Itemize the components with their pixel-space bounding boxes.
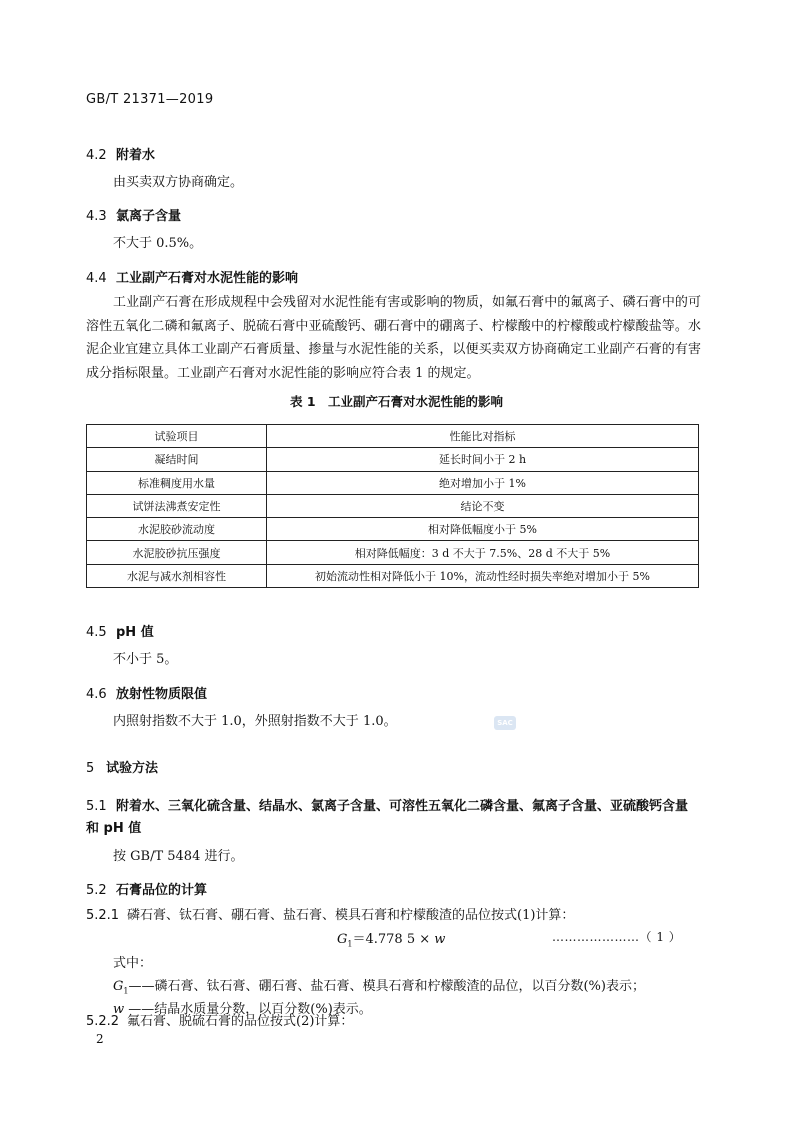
- section-4-6-text: 内照射指数不大于 1.0，外照射指数不大于 1.0。: [113, 714, 397, 729]
- heading-5-1: [86, 795, 688, 814]
- table-cell: 水泥胶砂流动度: [87, 518, 267, 541]
- clause-text: 磷石膏、钛石膏、硼石膏、盐石膏、模具石膏和柠檬酸渣的品位按式(1)计算：: [127, 908, 575, 923]
- section-number: 4.3: [86, 209, 107, 224]
- table-row: [87, 541, 699, 564]
- section-number: 5: [86, 761, 95, 776]
- standard-number: GB/T 21371—2019: [86, 92, 214, 107]
- table-cell: 水泥胶砂抗压强度: [87, 541, 267, 564]
- section-number: 5.2: [86, 883, 107, 898]
- section-title: 氯离子含量: [116, 209, 182, 224]
- table-cell: 标准稠度用水量: [87, 471, 267, 494]
- table-header-row: [87, 425, 699, 448]
- section-title: 工业副产石膏对水泥性能的影响: [116, 271, 299, 286]
- section-title: 试验方法: [106, 761, 159, 776]
- clause-number: 5.2.1: [86, 908, 120, 923]
- section-number: 4.2: [86, 148, 107, 163]
- formula-subscript: 1: [347, 939, 353, 949]
- table-row: [87, 471, 699, 494]
- formula-variable: w: [434, 932, 446, 947]
- heading-5: [86, 757, 158, 776]
- page-number: 2: [96, 1032, 104, 1046]
- table-cell: 初始流动性相对降低小于 10%，流动性经时损失率绝对增加小于 5%: [267, 564, 699, 587]
- section-5-1-text: 按 GB/T 5484 进行。: [113, 849, 244, 864]
- section-title: 石膏品位的计算: [116, 883, 208, 898]
- definition-subscript: 1: [123, 986, 129, 996]
- section-title: 放射性物质限值: [116, 687, 208, 702]
- table-cell: 试饼法沸煮安定性: [87, 494, 267, 517]
- header-cell: 性能比对指标: [267, 425, 699, 448]
- heading-5-1-continued: 和 pH 值: [86, 821, 142, 836]
- definition-text: ——结晶水质量分数，以百分数(%)表示。: [124, 1002, 372, 1017]
- section-title-line-1: 附着水、三氧化硫含量、结晶水、氯离子含量、可溶性五氧化二磷含量、氟离子含量、亚硫酸钙含量: [116, 799, 689, 814]
- table-cell: 相对降低幅度：3 d 不大于 7.5%、28 d 不大于 5%: [267, 541, 699, 564]
- definition-text: ——磷石膏、钛石膏、硼石膏、盐石膏、模具石膏和柠檬酸渣的品位，以百分数(%)表示；: [128, 979, 645, 994]
- clause-5-2-1: [86, 904, 574, 928]
- table-cell: 相对降低幅度小于 5%: [267, 518, 699, 541]
- table-row: [87, 494, 699, 517]
- clause-text: 氟石膏、脱硫石膏的品位按式(2)计算：: [127, 1014, 354, 1029]
- heading-4-4: [86, 267, 298, 286]
- table-cell: 结论不变: [267, 494, 699, 517]
- heading-4-5: [86, 621, 154, 640]
- section-number: 4.6: [86, 687, 107, 702]
- definition-symbol: G: [113, 979, 124, 994]
- section-4-4-paragraph: 工业副产石膏在形成规程中会残留对水泥性能有害或影响的物质，如氟石膏中的氟离子、磷石膏中的可溶性五氧化二磷和氟离子、脱硫石膏中亚硫酸钙、硼石膏中的硼离子、柠檬酸中的柠檬酸或柠檬酸盐等。水泥企业宜建立具体工业副产石膏质量、掺量与水泥性能的关系，以便买卖双方协商确定工业副产石膏的有害成分指标限量。工业副产石膏对水泥性能的影响应符合表 1 的规定。: [86, 295, 701, 381]
- table-1-caption: 表 1 工业副产石膏对水泥性能的影响: [289, 394, 504, 409]
- table-cell: 绝对增加小于 1%: [267, 471, 699, 494]
- formula-1: [337, 928, 445, 949]
- section-title: 附着水: [116, 148, 156, 163]
- section-number: 4.4: [86, 271, 107, 286]
- where-label: 式中：: [113, 956, 153, 971]
- table-cell: 水泥与减水剂相容性: [87, 564, 267, 587]
- clause-5-2-2: [86, 1010, 353, 1034]
- table-cell: 凝结时间: [87, 448, 267, 471]
- equation-number: …………………（ 1 ）: [552, 930, 682, 944]
- heading-4-2: [86, 144, 155, 163]
- section-number: 4.5: [86, 625, 107, 640]
- table-cell: 延长时间小于 2 h: [267, 448, 699, 471]
- heading-4-3: [86, 205, 181, 224]
- heading-5-2: [86, 879, 207, 898]
- section-4-3-text: 不大于 0.5%。: [113, 236, 203, 251]
- section-4-5-text: 不小于 5。: [113, 652, 178, 667]
- definition-symbol: w: [113, 1002, 125, 1017]
- heading-4-6: [86, 683, 207, 702]
- section-title: pH 值: [116, 625, 154, 640]
- table-row: [87, 448, 699, 471]
- clause-number: 5.2.2: [86, 1014, 120, 1029]
- formula-symbol: G: [337, 932, 348, 947]
- sac-watermark: SAC: [494, 716, 516, 730]
- section-4-2-text: 由买卖双方协商确定。: [113, 175, 244, 190]
- table-row: [87, 564, 699, 587]
- section-number: 5.1: [86, 799, 107, 814]
- table-row: [87, 518, 699, 541]
- table-1: [86, 424, 699, 588]
- header-cell: 试验项目: [87, 425, 267, 448]
- formula-expression: ＝4.778 5 ×: [352, 932, 435, 947]
